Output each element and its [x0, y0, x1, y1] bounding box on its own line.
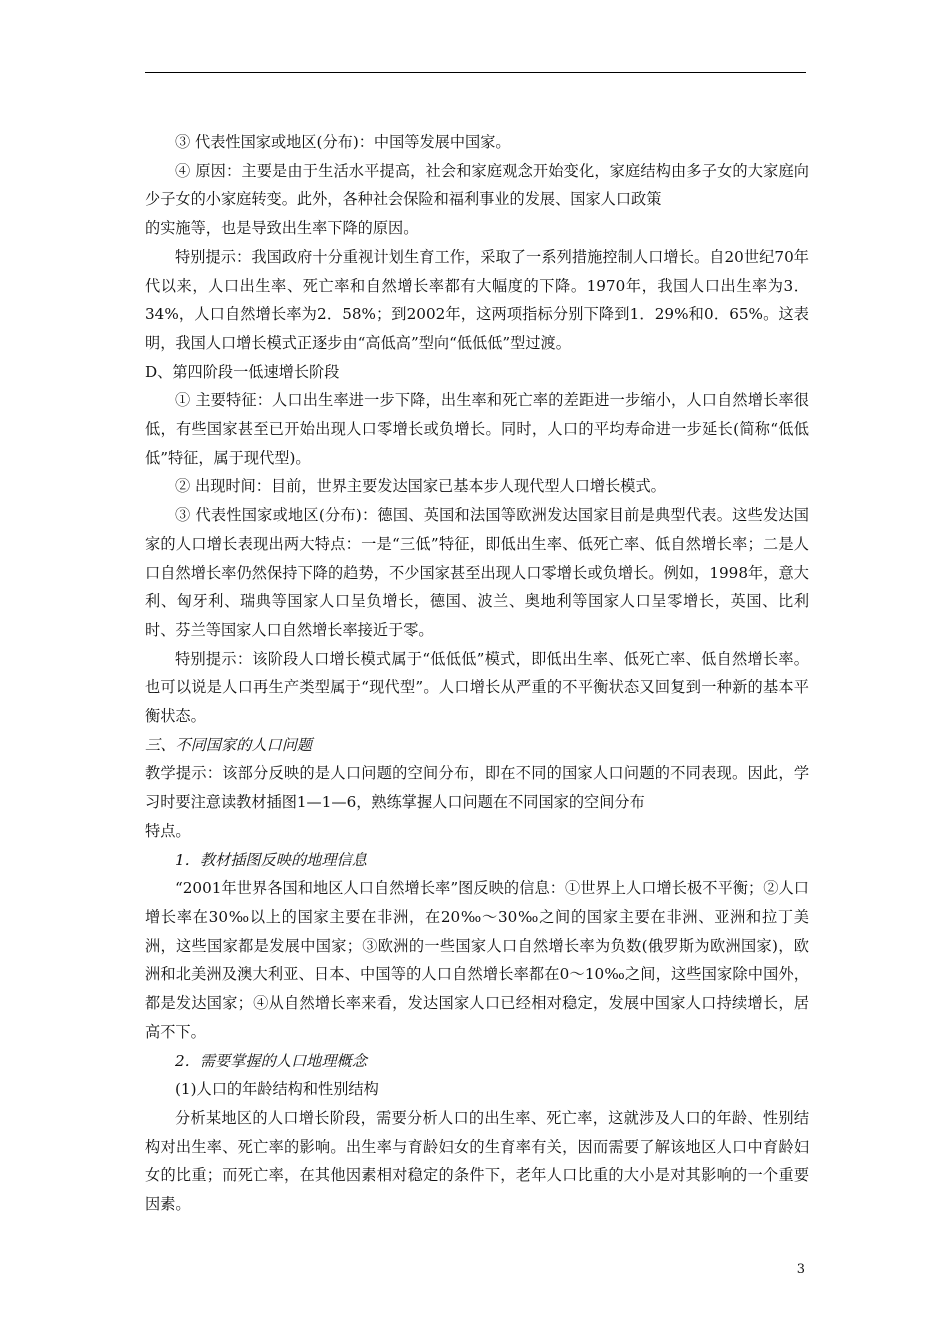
paragraph: ③ 代表性国家或地区(分布)：德国、英国和法国等欧洲发达国家目前是典型代表。这些发达国家的人口增长表现出两大特点：一是“三低”特征，即低出生率、低死亡率、低自然增长率；二是人口自然增长率仍然保持下降的趋势，不少国家甚至出现人口零增长或负增长。例如，1998年，意大利、匈牙利、瑞典等国家人口呈负增长，德国、波兰、奥地利等国家人口呈零增长，英国、比利时、芬兰等国家人口自然增长率接近于零。: [145, 506, 809, 639]
paragraph: 特点。: [145, 821, 191, 840]
paragraph: 教学提示：该部分反映的是人口问题的空间分布，即在不同的国家人口问题的不同表现。因此，学习时要注意读教材插图1—1—6，熟练掌握人口问题在不同国家的空间分布: [145, 764, 809, 812]
paragraph: ④ 原因：主要是由于生活水平提高，社会和家庭观念开始变化，家庭结构由多子女的大家庭向少子女的小家庭转变。此外，各种社会保险和福利事业的发展、国家人口政策: [145, 161, 809, 209]
subsection-heading: 2．需要掌握的人口地理概念: [175, 1051, 367, 1070]
page-number: 3: [796, 1262, 805, 1277]
page-content: [145, 128, 809, 1219]
note-paragraph: 特别提示：我国政府十分重视计划生育工作，采取了一系列措施控制人口增长。自20世纪70年代以来，人口出生率、死亡率和自然增长率都有大幅度的下降。1970年，我国人口出生率为3．34%，人口自然增长率为2．58%；到2002年，这两项指标分别下降到1．29%和0．65%。这表明，我国人口增长模式正逐步由“高低高”型向“低低低”型过渡。: [145, 247, 809, 352]
header-rule: [145, 72, 806, 73]
paragraph: 分析某地区的人口增长阶段，需要分析人口的出生率、死亡率，这就涉及人口的年龄、性别结构对出生率、死亡率的影响。出生率与育龄妇女的生育率有关，因而需要了解该地区人口中育龄妇女的比重；而死亡率，在其他因素相对稳定的条件下，老年人口比重的大小是对其影响的一个重要因素。: [145, 1108, 809, 1214]
paragraph: 的实施等，也是导致出生率下降的原因。: [145, 219, 419, 238]
note-paragraph: 特别提示：该阶段人口增长模式属于“低低低”模式，即低出生率、低死亡率、低自然增长率。也可以说是人口再生产类型属于“现代型”。人口增长从严重的不平衡状态又回复到一种新的基本平衡状态。: [145, 649, 809, 726]
paragraph: (1)人口的年龄结构和性别结构: [175, 1080, 379, 1099]
paragraph: “2001年世界各国和地区人口自然增长率”图反映的信息：①世界上人口增长极不平衡；②人口增长率在30‰以上的国家主要在非洲，在20‰～30‰之间的国家主要在非洲、亚洲和拉丁美洲，这些国家都是发展中国家；③欧洲的一些国家人口自然增长率为负数(俄罗斯为欧洲国家)，欧洲和北美洲及澳大利亚、日本、中国等的人口自然增长率都在0～10‰之间，这些国家除中国外，都是发达国家；④从自然增长率来看，发达国家人口已经相对稳定，发展中国家人口持续增长，居高不下。: [145, 879, 809, 1041]
paragraph: ③ 代表性国家或地区(分布)：中国等发展中国家。: [175, 133, 511, 151]
section-heading: D、第四阶段一低速增长阶段: [145, 362, 340, 381]
paragraph: ① 主要特征：人口出生率进一步下降，出生率和死亡率的差距进一步缩小，人口自然增长率很低，有些国家甚至已开始出现人口零增长或负增长。同时，人口的平均寿命进一步延长(简称“低低低”特征，属于现代型)。: [145, 391, 809, 467]
subsection-heading: 1．教材插图反映的地理信息: [175, 850, 367, 869]
paragraph: ② 出现时间：目前，世界主要发达国家已基本步人现代型人口增长模式。: [175, 477, 666, 496]
section-heading: 三、不同国家的人口问题: [145, 735, 313, 754]
